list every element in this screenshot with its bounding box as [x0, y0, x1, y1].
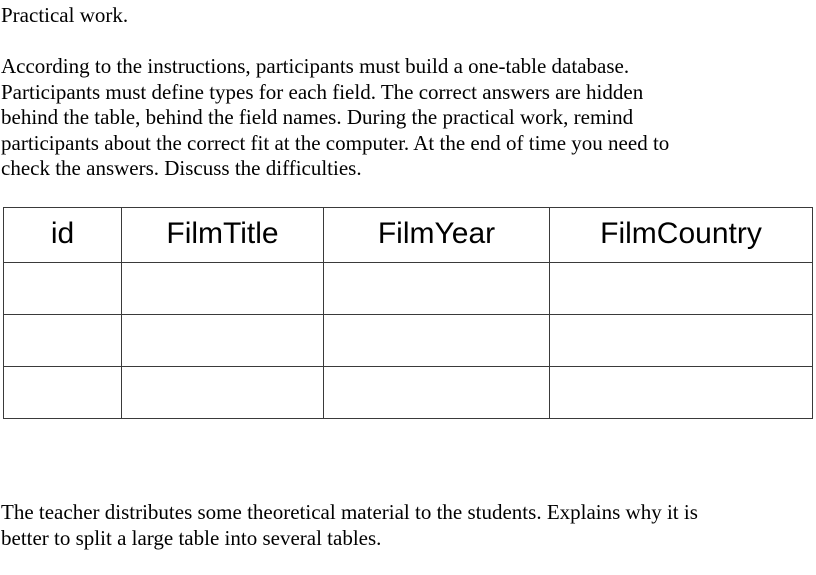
- table-row: [4, 263, 813, 315]
- table-cell: [122, 367, 324, 419]
- table-row: [4, 367, 813, 419]
- instructions-paragraph: [1, 54, 811, 182]
- table-cell: [550, 263, 813, 315]
- header-film-title: FilmTitle: [122, 208, 324, 263]
- table-header-row: [4, 208, 813, 263]
- table-cell: [324, 315, 550, 367]
- instructions-line: Participants must define types for each field. The correct answers are hidden: [1, 79, 644, 104]
- closing-paragraph: [1, 500, 811, 551]
- header-film-year: FilmYear: [324, 208, 550, 263]
- table-cell: [324, 263, 550, 315]
- table-row: [4, 315, 813, 367]
- header-film-country: FilmCountry: [550, 208, 813, 263]
- header-id: id: [4, 208, 122, 263]
- table-cell: [4, 315, 122, 367]
- instructions-line: participants about the correct fit at the computer. At the end of time you need to: [1, 130, 670, 155]
- film-table: [3, 207, 813, 419]
- table-cell: [122, 263, 324, 315]
- table-cell: [324, 367, 550, 419]
- table-cell: [4, 263, 122, 315]
- table-cell: [550, 367, 813, 419]
- instructions-line: According to the instructions, participants must build a one-table database.: [1, 54, 630, 78]
- instructions-line: behind the table, behind the field names. During the practical work, remind: [1, 105, 634, 129]
- instructions-line: check the answers. Discuss the difficulties.: [1, 156, 362, 180]
- page-title: Practical work.: [1, 3, 129, 27]
- closing-line: The teacher distributes some theoretical material to the students. Explains why it is: [1, 500, 698, 524]
- closing-line: better to split a large table into several tables.: [1, 525, 382, 550]
- table-cell: [550, 315, 813, 367]
- table-cell: [122, 315, 324, 367]
- table-cell: [4, 367, 122, 419]
